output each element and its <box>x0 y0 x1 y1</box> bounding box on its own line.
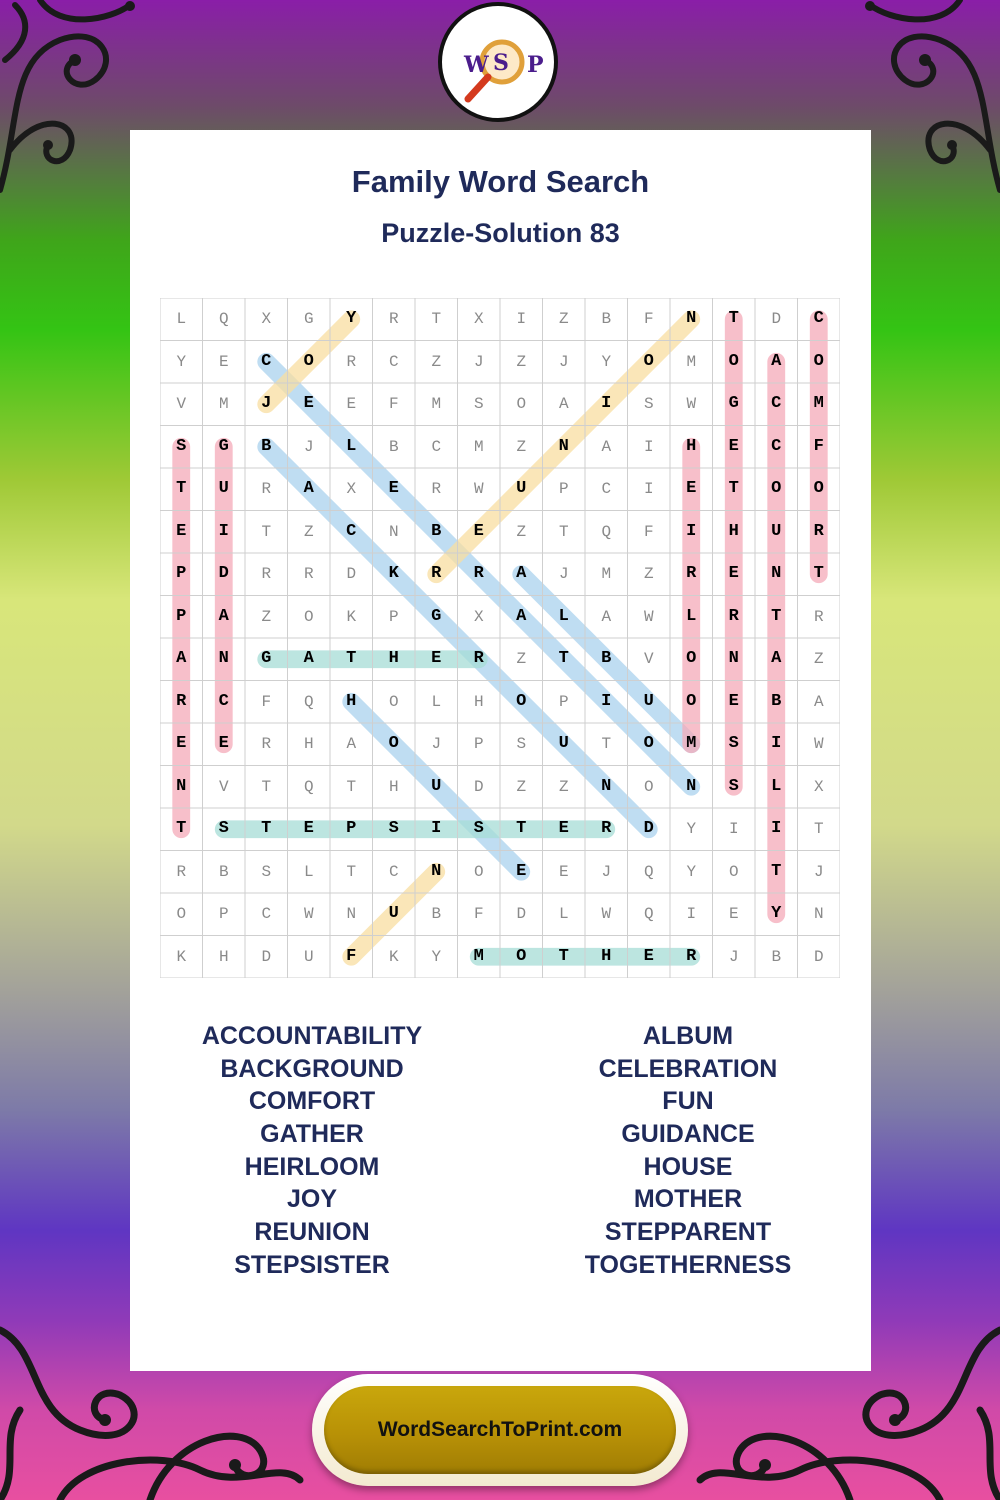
grid-cell[interactable]: Z <box>261 607 272 626</box>
grid-cell[interactable]: R <box>261 735 272 753</box>
grid-cell[interactable]: A <box>303 649 314 668</box>
grid-cell[interactable]: H <box>388 777 399 796</box>
grid-cell[interactable]: I <box>218 521 229 541</box>
grid-cell[interactable]: Y <box>431 947 442 966</box>
grid-cell[interactable]: P <box>176 564 187 583</box>
grid-cell[interactable]: L <box>346 436 357 456</box>
grid-cell[interactable]: X <box>473 607 484 626</box>
grid-cell[interactable]: O <box>388 692 399 711</box>
grid-cell[interactable]: X <box>346 480 357 498</box>
grid-cell[interactable]: N <box>388 522 399 541</box>
grid-cell[interactable]: T <box>516 819 527 838</box>
grid-cell[interactable]: M <box>601 565 612 583</box>
grid-cell[interactable]: E <box>388 479 399 498</box>
grid-cell[interactable]: N <box>813 905 824 923</box>
grid-cell[interactable]: A <box>303 479 314 498</box>
grid-cell[interactable]: S <box>388 819 399 838</box>
grid-cell[interactable]: E <box>728 691 739 711</box>
grid-cell[interactable]: H <box>388 649 399 668</box>
grid-cell[interactable]: N <box>728 649 739 668</box>
grid-cell[interactable]: V <box>218 777 229 796</box>
grid-cell[interactable]: A <box>813 692 824 711</box>
grid-cell[interactable]: S <box>473 395 484 413</box>
grid-cell[interactable]: C <box>813 309 824 328</box>
grid-cell[interactable]: E <box>303 819 314 838</box>
grid-cell[interactable]: S <box>643 395 654 413</box>
grid-cell[interactable]: B <box>218 862 229 881</box>
grid-cell[interactable]: H <box>601 946 612 966</box>
grid-cell[interactable]: A <box>558 395 569 413</box>
grid-cell[interactable]: E <box>728 905 739 923</box>
grid-cell[interactable]: V <box>176 395 187 413</box>
website-banner[interactable] <box>312 1374 688 1486</box>
grid-cell[interactable]: E <box>516 861 527 881</box>
grid-cell[interactable]: S <box>728 776 739 796</box>
grid-cell[interactable]: Q <box>218 310 229 328</box>
grid-cell[interactable]: H <box>346 691 357 711</box>
grid-cell[interactable]: M <box>473 437 484 456</box>
grid-cell[interactable]: O <box>473 862 484 881</box>
page-title: Family Word Search <box>351 164 650 199</box>
grid-cell[interactable]: I <box>643 437 654 456</box>
grid-cell[interactable]: F <box>473 905 484 923</box>
grid-cell[interactable]: O <box>686 649 697 668</box>
grid-cell[interactable]: N <box>431 861 442 881</box>
grid-cell[interactable]: E <box>176 734 187 753</box>
grid-cell[interactable]: G <box>218 436 229 456</box>
word-list-item: GUIDANCE <box>621 1120 755 1149</box>
word-list-item: JOY <box>286 1185 338 1214</box>
grid-cell[interactable]: G <box>431 606 442 626</box>
grid-cell[interactable]: Q <box>643 905 654 923</box>
grid-cell[interactable]: F <box>388 395 399 413</box>
grid-cell[interactable]: O <box>813 479 824 498</box>
grid-cell[interactable]: H <box>303 735 314 753</box>
grid-cell[interactable]: W <box>686 395 697 413</box>
grid-cell[interactable]: K <box>388 947 399 966</box>
grid-cell[interactable]: O <box>303 351 314 371</box>
grid-cell[interactable]: I <box>431 819 442 838</box>
grid-cell[interactable]: T <box>346 649 357 668</box>
word-list-item: MOTHER <box>633 1185 743 1214</box>
grid-cell[interactable]: L <box>558 606 569 626</box>
word-list-item: GATHER <box>260 1120 364 1149</box>
letter-grid <box>160 298 840 978</box>
grid-cell[interactable]: O <box>643 734 654 753</box>
grid-cell[interactable]: P <box>176 606 187 626</box>
grid-cell[interactable]: L <box>686 606 697 626</box>
grid-cell[interactable]: Y <box>686 820 697 838</box>
grid-cell[interactable]: R <box>176 862 187 881</box>
grid-cell[interactable]: Q <box>643 862 654 881</box>
grid-cell[interactable]: F <box>813 436 824 456</box>
word-list-item: HEIRLOOM <box>244 1152 380 1181</box>
grid-cell[interactable]: J <box>813 862 824 881</box>
grid-cell[interactable]: P <box>388 607 399 626</box>
grid-cell[interactable]: L <box>558 905 569 923</box>
grid-cell[interactable]: N <box>601 776 612 796</box>
grid-cell[interactable]: T <box>431 310 442 328</box>
grid-cell[interactable]: O <box>176 905 187 923</box>
grid-cell[interactable]: Z <box>303 522 314 541</box>
grid-cell[interactable]: D <box>218 564 229 583</box>
grid-cell[interactable]: B <box>431 521 442 541</box>
grid-cell[interactable]: W <box>813 735 824 753</box>
website-link[interactable]: WordSearchToPrint.com <box>377 1418 623 1441</box>
grid-cell[interactable]: G <box>261 649 272 668</box>
grid-cell[interactable]: Q <box>601 522 612 541</box>
grid-cell[interactable]: O <box>771 479 782 498</box>
grid-cell[interactable]: D <box>643 819 654 838</box>
grid-cell[interactable]: R <box>346 352 357 371</box>
grid-cell[interactable]: M <box>218 395 229 413</box>
word-list-item: BACKGROUND <box>220 1054 404 1083</box>
grid-cell[interactable]: T <box>728 479 739 498</box>
grid-cell[interactable]: O <box>516 946 527 966</box>
grid-cell[interactable]: I <box>686 521 697 541</box>
grid-cell[interactable]: O <box>643 777 654 796</box>
grid-cell[interactable]: B <box>771 947 782 966</box>
grid-cell[interactable]: T <box>813 564 824 583</box>
grid-cell[interactable]: Z <box>558 310 569 328</box>
grid-cell[interactable]: D <box>516 905 527 923</box>
grid-cell[interactable]: D <box>771 310 782 328</box>
grid-cell[interactable]: B <box>601 310 612 328</box>
grid-cell[interactable]: E <box>431 649 442 668</box>
word-list-item: REUNION <box>254 1218 370 1247</box>
magnifier-logo-icon <box>442 6 554 118</box>
grid-cell[interactable]: S <box>516 735 527 753</box>
grid-cell[interactable]: P <box>218 905 229 923</box>
word-list-left <box>132 1020 492 1282</box>
grid-cell[interactable]: P <box>558 480 569 498</box>
grid-cell[interactable]: Y <box>771 904 782 923</box>
grid-cell[interactable]: X <box>261 310 272 328</box>
word-list-item: COMFORT <box>248 1087 376 1116</box>
grid-cell[interactable]: C <box>771 436 782 456</box>
grid-cell[interactable]: C <box>261 905 272 923</box>
grid-cell[interactable]: Q <box>303 777 314 796</box>
grid-cell[interactable]: A <box>516 564 527 583</box>
grid-cell[interactable]: T <box>558 946 569 966</box>
word-list <box>130 1020 871 1290</box>
grid-cell[interactable]: E <box>176 521 187 541</box>
grid-cell[interactable]: F <box>643 310 654 328</box>
word-list-item: HOUSE <box>643 1152 733 1181</box>
grid-cell[interactable]: Z <box>558 777 569 796</box>
grid-cell[interactable]: E <box>643 946 654 966</box>
grid-cell[interactable]: O <box>388 734 399 753</box>
grid-cell[interactable]: N <box>346 905 357 923</box>
grid-cell[interactable]: M <box>686 352 697 371</box>
grid-cell[interactable]: P <box>473 735 484 753</box>
grid-cell[interactable]: R <box>728 606 739 626</box>
grid-cell[interactable]: F <box>643 522 654 541</box>
page-subtitle: Puzzle-Solution 83 <box>381 218 620 248</box>
grid-cell[interactable]: L <box>303 862 314 881</box>
grid-cell[interactable]: C <box>601 480 612 498</box>
grid-cell[interactable]: R <box>473 564 484 583</box>
grid-cell[interactable]: J <box>558 565 569 583</box>
grid-cell[interactable]: B <box>601 649 612 668</box>
grid-cell[interactable]: X <box>813 777 824 796</box>
grid-cell[interactable]: A <box>771 351 782 371</box>
grid-cell[interactable]: O <box>813 351 824 371</box>
grid-cell[interactable]: M <box>473 946 484 966</box>
word-list-item: STEPSISTER <box>234 1250 390 1279</box>
grid-cell[interactable]: O <box>728 351 739 371</box>
grid-cell[interactable]: M <box>431 395 442 413</box>
grid-cell[interactable]: H <box>728 521 739 541</box>
grid-cell[interactable]: M <box>686 734 697 753</box>
grid-cell[interactable]: T <box>176 819 187 838</box>
grid-cell[interactable]: U <box>558 734 569 753</box>
grid-cell[interactable]: I <box>601 691 612 711</box>
grid-cell[interactable]: O <box>516 395 527 413</box>
grid-cell[interactable]: T <box>813 820 824 838</box>
grid-cell[interactable]: J <box>473 352 484 371</box>
grid-cell[interactable]: S <box>218 819 229 838</box>
grid-cell[interactable]: F <box>346 946 357 966</box>
grid-cell[interactable]: E <box>728 436 739 456</box>
grid-cell[interactable]: Z <box>516 650 527 668</box>
grid-cell[interactable]: A <box>176 649 187 668</box>
logo-letter-s: S <box>493 50 509 76</box>
grid-cell[interactable]: R <box>176 691 187 711</box>
grid-cell[interactable]: D <box>813 947 824 966</box>
website-banner-inner <box>324 1386 676 1474</box>
grid-cell[interactable]: T <box>771 861 782 881</box>
grid-cell[interactable]: T <box>728 309 739 328</box>
grid-cell[interactable]: C <box>218 691 229 711</box>
grid-cell[interactable]: E <box>686 479 697 498</box>
grid-cell[interactable]: I <box>728 820 739 838</box>
grid-cell[interactable]: A <box>601 437 612 456</box>
grid-cell[interactable]: N <box>558 436 569 456</box>
grid-cell[interactable]: R <box>261 565 272 583</box>
grid-cell[interactable]: Z <box>516 352 527 371</box>
grid-cell[interactable]: T <box>261 777 272 796</box>
grid-cell[interactable]: J <box>601 862 612 881</box>
grid-cell[interactable]: N <box>686 309 697 328</box>
grid-cell[interactable]: Z <box>516 777 527 796</box>
grid-cell[interactable]: K <box>176 947 187 966</box>
grid-cell[interactable]: U <box>516 479 527 498</box>
grid-cell[interactable]: V <box>643 650 654 668</box>
grid-cell[interactable]: H <box>473 692 484 711</box>
grid-cell[interactable]: I <box>601 394 612 413</box>
grid-cell[interactable]: B <box>261 436 272 456</box>
grid-cell[interactable]: U <box>303 947 314 966</box>
grid-cell[interactable]: A <box>346 735 357 753</box>
grid-cell[interactable]: U <box>431 776 442 796</box>
grid-cell[interactable]: U <box>388 904 399 923</box>
grid-cell[interactable]: I <box>686 905 697 923</box>
logo-letter-w: W <box>464 52 489 78</box>
logo-letter-p: P <box>527 52 544 78</box>
wsp-logo <box>438 2 558 122</box>
grid-cell[interactable]: O <box>686 691 697 711</box>
grid-cell[interactable]: T <box>346 862 357 881</box>
grid-cell[interactable]: E <box>558 819 569 838</box>
grid-cell[interactable]: C <box>388 352 399 371</box>
grid-cell[interactable]: N <box>686 776 697 796</box>
grid-cell[interactable]: O <box>643 351 654 371</box>
grid-cell[interactable]: R <box>388 310 399 328</box>
grid-cell[interactable]: S <box>176 436 187 456</box>
grid-cell[interactable]: W <box>601 905 612 923</box>
grid-cell[interactable]: E <box>473 521 484 541</box>
grid-cell[interactable]: W <box>643 607 654 626</box>
grid-cell[interactable]: P <box>558 692 569 711</box>
grid-cell[interactable]: E <box>218 734 229 753</box>
grid-cell[interactable]: Z <box>643 565 654 583</box>
grid-cell[interactable]: R <box>601 819 612 838</box>
grid-cell[interactable]: U <box>218 479 229 498</box>
grid-cell[interactable]: A <box>601 607 612 626</box>
grid-cell[interactable]: G <box>303 310 314 328</box>
grid-cell[interactable]: D <box>346 565 357 583</box>
grid-cell[interactable]: J <box>303 437 314 456</box>
grid-cell[interactable]: D <box>261 947 272 966</box>
grid-cell[interactable]: P <box>346 819 357 838</box>
grid-cell[interactable]: M <box>813 394 824 413</box>
grid-cell[interactable]: T <box>261 819 272 838</box>
grid-cell[interactable]: O <box>728 862 739 881</box>
grid-cell[interactable]: R <box>686 564 697 583</box>
grid-cell[interactable]: Y <box>176 352 187 371</box>
grid-cell[interactable]: R <box>813 521 824 541</box>
grid-cell[interactable]: J <box>261 394 272 413</box>
grid-cell[interactable]: K <box>388 564 399 583</box>
grid-cell[interactable]: U <box>643 691 654 711</box>
word-list-item: CELEBRATION <box>598 1054 778 1083</box>
grid-cell[interactable]: R <box>303 565 314 583</box>
word-list-item: FUN <box>662 1087 714 1116</box>
grid-cell[interactable]: L <box>176 310 187 328</box>
grid-cell[interactable]: U <box>771 521 782 541</box>
grid-cell[interactable]: W <box>473 480 484 498</box>
grid-cell[interactable]: H <box>686 436 697 456</box>
grid-cell[interactable]: S <box>728 734 739 753</box>
grid-cell[interactable]: H <box>218 947 229 966</box>
grid-cell[interactable]: Y <box>686 862 697 881</box>
grid-cell[interactable]: L <box>431 692 442 711</box>
grid-cell[interactable]: I <box>771 819 782 838</box>
grid-cell[interactable]: Z <box>516 437 527 456</box>
grid-cell[interactable]: I <box>643 480 654 498</box>
grid-cell[interactable]: Z <box>431 352 442 371</box>
grid-cell[interactable]: S <box>473 819 484 838</box>
grid-cell[interactable]: C <box>261 351 272 371</box>
word-list-item: TOGETHERNESS <box>584 1250 792 1279</box>
grid-cell[interactable]: I <box>516 310 527 328</box>
grid-cell[interactable]: T <box>261 522 272 541</box>
grid-cell[interactable]: E <box>303 394 314 413</box>
grid-cell[interactable]: X <box>473 310 484 328</box>
grid-cell[interactable]: S <box>261 862 272 881</box>
word-list-item: ALBUM <box>642 1022 734 1050</box>
grid-cell[interactable]: T <box>558 522 569 541</box>
grid-cell[interactable]: B <box>771 691 782 711</box>
grid-cell[interactable]: T <box>558 649 569 668</box>
grid-cell[interactable]: D <box>473 777 484 796</box>
grid-cell[interactable]: J <box>558 352 569 371</box>
grid-cell[interactable]: B <box>431 905 442 923</box>
grid-cell[interactable]: W <box>303 905 314 923</box>
grid-cell[interactable]: T <box>346 777 357 796</box>
puzzle-card <box>130 130 871 1371</box>
grid-cell[interactable]: R <box>813 607 824 626</box>
grid-cell[interactable]: J <box>431 735 442 753</box>
grid-cell[interactable]: R <box>686 946 697 966</box>
grid-cell[interactable]: T <box>601 735 612 753</box>
grid-cell[interactable]: Y <box>601 352 612 371</box>
grid-cell[interactable]: E <box>558 862 569 881</box>
word-list-item: ACCOUNTABILITY <box>201 1022 423 1050</box>
grid-cell[interactable]: O <box>516 691 527 711</box>
grid-cell[interactable]: I <box>771 734 782 753</box>
grid-cell[interactable]: G <box>728 394 739 413</box>
grid-cell[interactable]: R <box>431 480 442 498</box>
grid-cell[interactable]: N <box>771 564 782 583</box>
grid-cell[interactable]: T <box>176 479 187 498</box>
grid-cell[interactable]: Y <box>346 309 357 328</box>
grid-cell[interactable]: C <box>431 437 442 456</box>
word-list-item: STEPPARENT <box>604 1218 772 1247</box>
grid-cell[interactable]: C <box>771 394 782 413</box>
grid-cell[interactable]: J <box>728 947 739 966</box>
grid-cell[interactable]: T <box>771 606 782 626</box>
grid-cell[interactable]: Q <box>303 692 314 711</box>
grid-cell[interactable]: E <box>346 395 357 413</box>
grid-cell[interactable]: N <box>218 649 229 668</box>
grid-cell[interactable]: O <box>303 607 314 626</box>
grid-cell[interactable]: A <box>516 606 527 626</box>
grid-cell[interactable]: R <box>473 649 484 668</box>
grid-cell[interactable]: L <box>771 776 782 796</box>
grid-cell[interactable]: A <box>218 606 229 626</box>
grid-cell[interactable]: Z <box>516 522 527 541</box>
grid-cell[interactable]: N <box>176 776 187 796</box>
grid-cell[interactable]: R <box>431 564 442 583</box>
grid-cell[interactable]: B <box>388 437 399 456</box>
grid-cell[interactable]: Z <box>813 650 824 668</box>
grid-cell[interactable]: K <box>346 607 357 626</box>
grid-cell[interactable]: A <box>771 649 782 668</box>
grid-cell[interactable]: E <box>218 352 229 371</box>
word-list-right <box>508 1020 868 1282</box>
grid-cell[interactable]: E <box>728 564 739 583</box>
grid-cell[interactable]: F <box>261 692 272 711</box>
grid-cell[interactable]: C <box>388 862 399 881</box>
grid-cell[interactable]: C <box>346 521 357 541</box>
grid-cell[interactable]: R <box>261 480 272 498</box>
